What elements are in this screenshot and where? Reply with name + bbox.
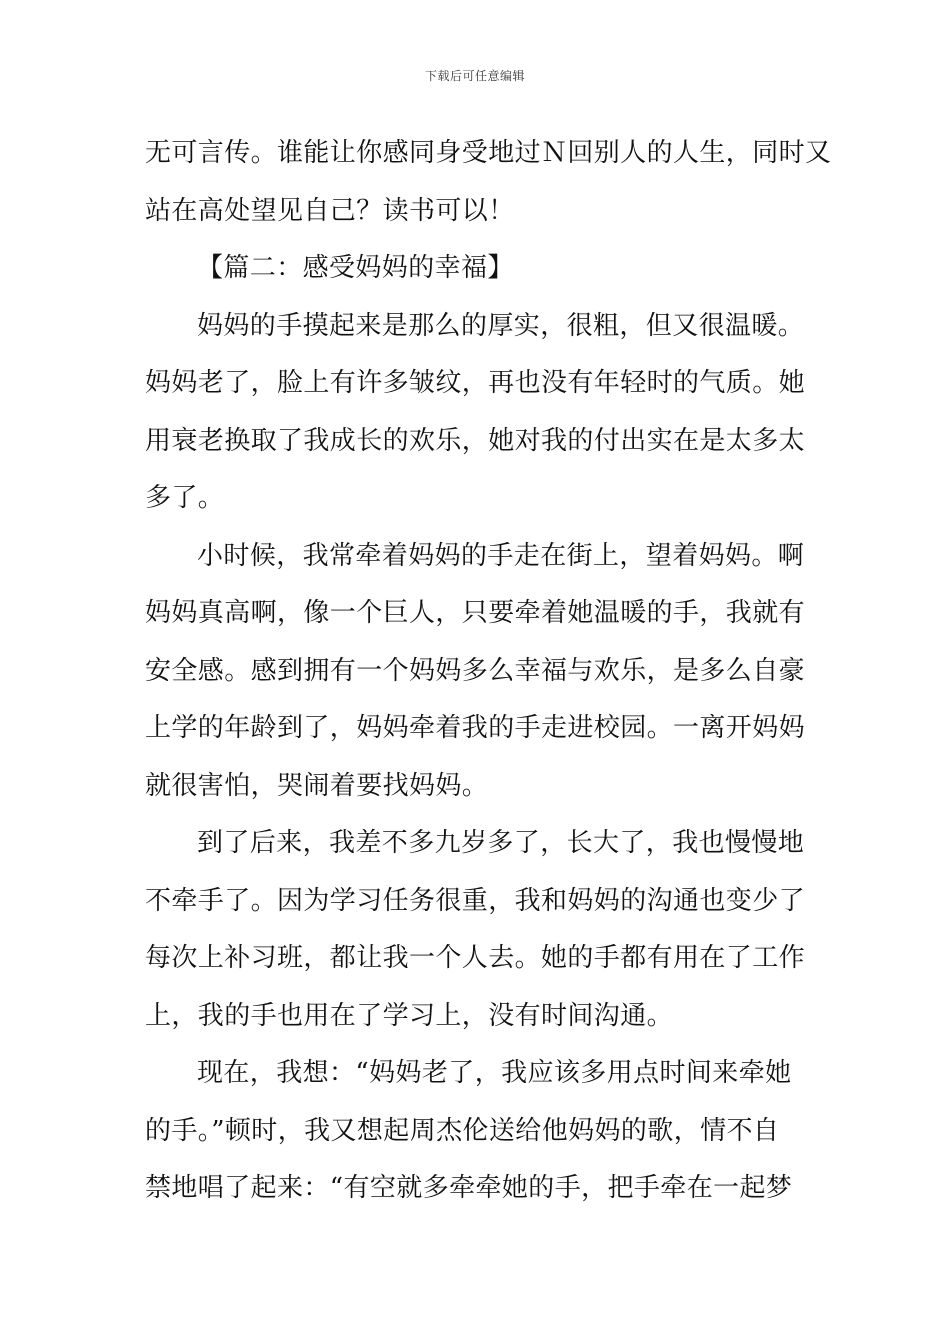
text-line: 小时候，我常牵着妈妈的手走在街上，望着妈妈。啊 (197, 540, 805, 571)
text-line: 每次上补习班，都让我一个人去。她的手都有用在了工作 (145, 943, 806, 973)
text-line: 无可言传。谁能让你感同身受地过Ｎ回别人的人生，同时又 (145, 138, 832, 168)
text-line: 站在高处望见自己？读书可以！ (145, 195, 515, 226)
text-line: 禁地唱了起来：“有空就多牵牵她的手，把手牵在一起梦 (145, 1173, 793, 1203)
document-body (145, 133, 832, 1226)
text-line: 上学的年龄到了，妈妈牵着我的手走进校园。一离开妈妈 (145, 713, 806, 743)
text-line: 现在，我想：“妈妈老了，我应该多用点时间来牵她 (197, 1058, 792, 1088)
text-line: 上，我的手也用在了学习上，没有时间沟通。 (145, 1000, 674, 1031)
text-line: 多了。 (145, 483, 225, 513)
text-line: 妈妈老了，脸上有许多皱纹，再也没有年轻时的气质。她 (145, 368, 806, 398)
text-line: 不牵手了。因为学习任务很重，我和妈妈的沟通也变少了 (145, 885, 806, 916)
text-line: 的手。”顿时，我又想起周杰伦送给他妈妈的歌，情不自 (145, 1115, 780, 1146)
text-line: 就很害怕，哭闹着要找妈妈。 (145, 770, 489, 801)
text-line: 妈妈的手摸起来是那么的厚实，很粗，但又很温暖。 (197, 310, 805, 341)
text-line: 妈妈真高啊，像一个巨人，只要牵着她温暖的手，我就有 (145, 598, 806, 628)
section-heading: 【篇二：感受妈妈的幸福】 (197, 253, 514, 283)
text-line: 用衰老换取了我成长的欢乐，她对我的付出实在是太多太 (145, 425, 806, 456)
header-note: 下载后可任意编辑 (424, 69, 525, 83)
text-line: 到了后来，我差不多九岁多了，长大了，我也慢慢地 (197, 828, 805, 858)
text-line: 安全感。感到拥有一个妈妈多么幸福与欢乐，是多么自豪 (145, 655, 806, 686)
